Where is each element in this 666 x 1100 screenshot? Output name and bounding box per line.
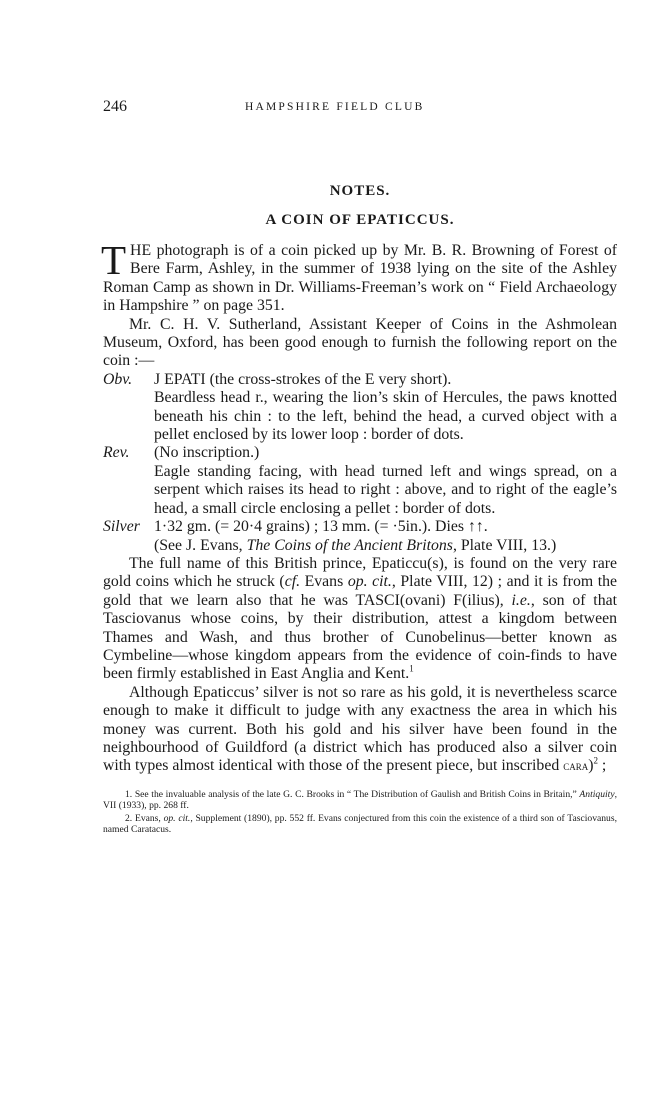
footnote-2: 2. Evans, op. cit., Supplement (1890), pp. 552 ff. Evans conjectured from this coin the existence of a third son of Tasciovanus, named Caratacus. [103,813,617,836]
silver-paragraph: Although Epaticcus’ silver is not so rare as his gold, it is nevertheless scarce enough to make it difficult to judge with any exactness the area in which his money was current. Both his gold and his silver have been found in the neighbourhood of Guildford (a district which has produced also a silver coin with types almost identical with those of the present piece, but inscribed cara)$^2$ ; [103,683,617,775]
footnote-ref-2[interactable]: 2 [593,756,598,767]
reverse-label: Rev. [103,444,130,462]
obverse-label: Obv. [103,370,133,388]
running-head: HAMPSHIRE FIELD CLUB [245,101,425,113]
epaticcus-paragraph: The full name of this British prince, Epaticcu(s), is found on the very rare gold coins which he struck (cf. Evans op. cit., Plate VIII, 12) ; and it is from the gold that we learn also that he was TASCI(ovani) F(ilius), i.e., son of that Tasciovanus whose coins, by their distribution, attest a kingdom between Thames and Wash, and thus brother of Cunobelinus—better known as Cymbeline—whose kingdom appears from the evidence of coin-finds to have been firmly established in East Anglia and Kent.$^1$ [103,554,617,683]
footnotes [103,789,617,836]
drop-cap: T [101,237,127,283]
obverse-inscription: J EPATI (the cross-strokes of the E very short). [154,370,452,388]
reverse-entry [103,444,617,518]
obverse-entry [103,371,617,445]
page-number: 246 [103,98,127,115]
article-body [101,237,617,776]
silver-label: Silver [103,518,140,536]
page-header [103,98,617,120]
report-intro-paragraph: Mr. C. H. V. Sutherland, Assistant Keeper of Coins in the Ashmolean Museum, Oxford, has been good enough to furnish the following report on the coin :— [103,315,617,370]
intro-paragraph: THE photograph is of a coin picked up by Mr. B. R. Browning of Forest of Bere Farm, Ashley, in the summer of 1938 lying on the site of the Ashley Roman Camp as shown in Dr. Williams-Freeman’s work on “ Field Archaeology in Hampshire ” on page 351. [101,237,617,315]
silver-reference: (See J. Evans, The Coins of the Ancient Britons, Plate VIII, 13.) [154,536,557,554]
document-page [103,98,617,838]
footnote-1: 1. See the invaluable analysis of the late G. C. Brooks in “ The Distribution of Gaulish and British Coins in Britain,” Antiquity, VII (1933), pp. 268 ff. [103,788,617,811]
reverse-inscription: (No inscription.) [154,444,260,462]
silver-measurements: 1·32 gm. (= 20·4 grains) ; 13 mm. (= ·5in.). Dies ↑↑. [154,518,488,536]
obverse-description: Beardless head r., wearing the lion’s skin of Hercules, the paws knotted beneath his chin : to the left, behind the head, a curved object with a pellet enclosed by its lower loop : border of dots. [154,389,617,444]
article-title: A COIN OF EPATICCUS. [265,212,455,228]
reverse-description: Eagle standing facing, with head turned left and wings spread, on a serpent which raises its head to right : above, and to right of the eagle’s head, a small circle enclosing a pellet : border of dots. [154,462,617,517]
section-heading: NOTES. [329,183,391,199]
footnote-ref-1[interactable]: 1 [409,664,414,675]
silver-entry [103,518,617,555]
